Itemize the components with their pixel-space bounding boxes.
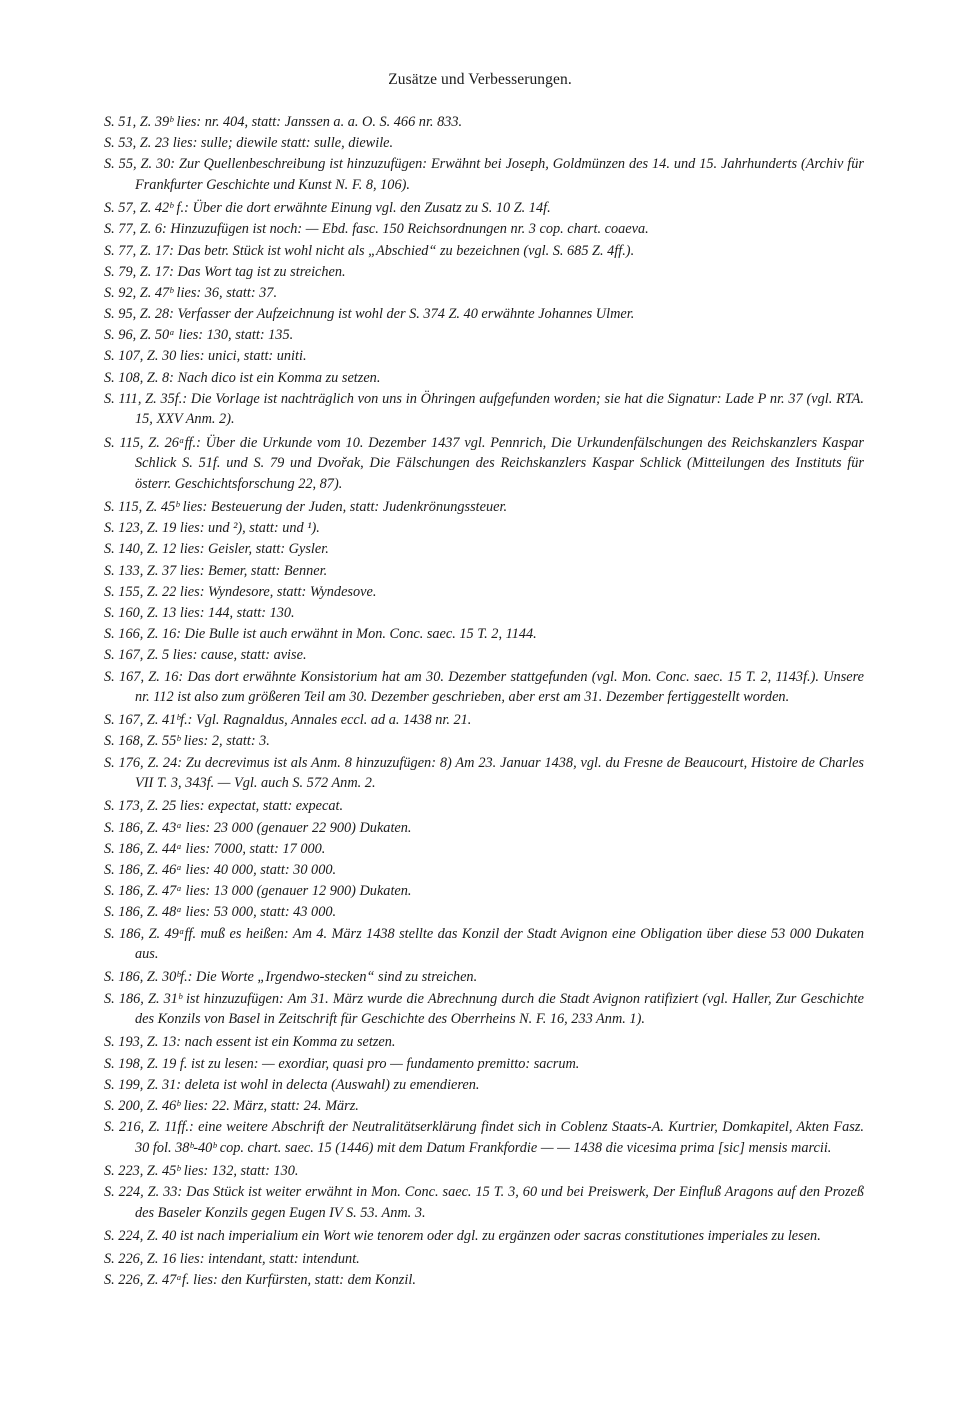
correction-entry: S. 55, Z. 30: Zur Quellenbeschreibung ist hinzuzufügen: Erwähnt bei Joseph, Goldmünzen des 14. und 15. Jahrhunderts (Archiv für Frankfurter Geschichte und Kunst N. F. 8, 106). bbox=[104, 156, 864, 193]
correction-entry: S. 77, Z. 6: Hinzuzufügen ist noch: — Ebd. fasc. 150 Reichsordnungen nr. 3 cop. chart. coaeva. bbox=[104, 221, 649, 238]
correction-entry: S. 167, Z. 41ᵇf.: Vgl. Ragnaldus, Annales eccl. ad a. 1438 nr. 21. bbox=[104, 712, 472, 729]
correction-entry: S. 133, Z. 37 lies: Bemer, statt: Benner. bbox=[104, 562, 328, 579]
correction-entry: S. 51, Z. 39ᵇ lies: nr. 404, statt: Janssen a. a. O. S. 466 nr. 833. bbox=[104, 114, 463, 130]
correction-entry: S. 193, Z. 13: nach essent ist ein Komma zu setzen. bbox=[104, 1034, 396, 1051]
correction-entry: S. 108, Z. 8: Nach dico ist ein Komma zu setzen. bbox=[104, 369, 381, 386]
correction-entry: S. 223, Z. 45ᵇ lies: 132, statt: 130. bbox=[104, 1162, 299, 1179]
correction-entry: S. 200, Z. 46ᵇ lies: 22. März, statt: 24. März. bbox=[104, 1097, 359, 1114]
correction-entry: S. 95, Z. 28: Verfasser der Aufzeichnung ist wohl der S. 374 Z. 40 erwähnte Johannes Ulmer. bbox=[104, 306, 635, 323]
corrections-list bbox=[104, 112, 864, 1291]
correction-entry: S. 173, Z. 25 lies: expectat, statt: expecat. bbox=[104, 798, 344, 815]
correction-entry: S. 167, Z. 16: Das dort erwähnte Konsistorium hat am 30. Dezember stattgefunden (vgl. Mon. Conc. saec. 15 T. 2, 1143f.). Unsere nr. 112 ist also zum größeren Teil am 30. Dezember geschrieben, aber erst am 31. Dezember fertiggestellt worden. bbox=[104, 668, 864, 706]
correction-entry: S. 92, Z. 47ᵇ lies: 36, statt: 37. bbox=[104, 284, 278, 301]
correction-entry: S. 107, Z. 30 lies: unici, statt: uniti. bbox=[104, 348, 307, 365]
correction-entry: S. 176, Z. 24: Zu decrevimus ist als Anm. 8 hinzuzufügen: 8) Am 23. Januar 1438, vgl. du Fresne de Beaucourt, Histoire de Charles VII T. 3, 343f. — Vgl. auch S. 572 Anm. 2. bbox=[104, 754, 864, 792]
correction-entry: S. 123, Z. 19 lies: und ²), statt: und ¹). bbox=[104, 520, 320, 537]
correction-entry: S. 186, Z. 44ᵃ lies: 7000, statt: 17 000. bbox=[104, 840, 326, 857]
correction-entry: S. 226, Z. 47ᵃf. lies: den Kurfürsten, statt: dem Konzil. bbox=[104, 1272, 416, 1289]
correction-entry: S. 115, Z. 26ᵃff.: Über die Urkunde vom 10. Dezember 1437 vgl. Pennrich, Die Urkundenfälschungen des Reichskanzlers Kaspar Schlick S. 51f. und S. 79 und Dvořak, Die Fälschungen des Reichskanzlers Kaspar Schlick (Mitteilungen des Instituts für österr. Geschichtsforschung 22, 87). bbox=[104, 434, 864, 492]
correction-entry: S. 53, Z. 23 lies: sulle; diewile statt: sulle, diewile. bbox=[104, 135, 394, 152]
correction-entry: S. 57, Z. 42ᵇ f.: Über die dort erwähnte Einung vgl. den Zusatz zu S. 10 Z. 14f. bbox=[104, 200, 551, 217]
correction-entry: S. 155, Z. 22 lies: Wyndesore, statt: Wyndesove. bbox=[104, 583, 377, 600]
correction-entry: S. 199, Z. 31: deleta ist wohl in delecta (Auswahl) zu emendieren. bbox=[104, 1076, 480, 1093]
correction-entry: S. 224, Z. 33: Das Stück ist weiter erwähnt in Mon. Conc. saec. 15 T. 3, 60 und bei Preiswerk, Der Einfluß Aragons auf den Prozeß des Baseler Konzils gegen Eugen IV S. 53. Anm. 3. bbox=[104, 1184, 864, 1221]
correction-entry: S. 186, Z. 30ᵇf.: Die Worte „Irgendwo-stecken“ sind zu streichen. bbox=[104, 969, 478, 986]
correction-entry: S. 168, Z. 55ᵇ lies: 2, statt: 3. bbox=[104, 733, 270, 750]
correction-entry: S. 79, Z. 17: Das Wort tag ist zu streichen. bbox=[104, 263, 346, 280]
correction-entry: S. 216, Z. 11ff.: eine weitere Abschrift der Neutralitätserklärung findet sich in Coblenz Staats-A. Kurtrier, Domkapitel, Akten Fasz. 30 fol. 38ᵇ-40ᵇ cop. chart. saec. 15 (1446) mit dem Datum Frankfordie — — 1438 die vicesima prima [sic] mensis marcii. bbox=[104, 1119, 864, 1156]
correction-entry: S. 186, Z. 49ᵃff. muß es heißen: Am 4. März 1438 stellte das Konzil der Stadt Avignon eine Obligation über diese 53 000 Dukaten aus. bbox=[104, 925, 864, 963]
correction-entry: S. 186, Z. 43ᵃ lies: 23 000 (genauer 22 900) Dukaten. bbox=[104, 819, 412, 836]
correction-entry: S. 111, Z. 35f.: Die Vorlage ist nachträglich von uns in Öhringen aufgefunden worden; sie hat die Signatur: Lade P nr. 37 (vgl. RTA. 15, XXV Anm. 2). bbox=[104, 390, 864, 428]
correction-entry: S. 96, Z. 50ᵃ lies: 130, statt: 135. bbox=[104, 327, 294, 344]
correction-entry: S. 186, Z. 48ᵃ lies: 53 000, statt: 43 000. bbox=[104, 904, 337, 921]
correction-entry: S. 115, Z. 45ᵇ lies: Besteuerung der Juden, statt: Judenkrönungssteuer. bbox=[104, 499, 508, 515]
correction-entry: S. 140, Z. 12 lies: Geisler, statt: Gysler. bbox=[104, 541, 329, 558]
correction-entry: S. 77, Z. 17: Das betr. Stück ist wohl nicht als „Abschied“ zu bezeichnen (vgl. S. 685 Z. 4ff.). bbox=[104, 242, 635, 259]
correction-entry: S. 224, Z. 40 ist nach imperialium ein Wort wie tenorem oder dgl. zu ergänzen oder sacras constitutiones imperiales zu lesen. bbox=[104, 1227, 821, 1244]
correction-entry: S. 226, Z. 16 lies: intendant, statt: intendunt. bbox=[104, 1251, 360, 1267]
correction-entry: S. 186, Z. 46ᵃ lies: 40 000, statt: 30 000. bbox=[104, 862, 337, 878]
correction-entry: S. 166, Z. 16: Die Bulle ist auch erwähnt in Mon. Conc. saec. 15 T. 2, 1144. bbox=[104, 626, 537, 643]
correction-entry: S. 198, Z. 19 f. ist zu lesen: — exordiar, quasi pro — fundamento premitto: sacrum. bbox=[104, 1055, 580, 1072]
page-title: Zusätze und Verbesserungen. bbox=[388, 71, 572, 88]
correction-entry: S. 186, Z. 47ᵃ lies: 13 000 (genauer 12 900) Dukaten. bbox=[104, 883, 412, 900]
correction-entry: S. 160, Z. 13 lies: 144, statt: 130. bbox=[104, 604, 295, 621]
correction-entry: S. 186, Z. 31ᵇ ist hinzuzufügen: Am 31. März wurde die Abrechnung durch die Stadt Avignon ratifiziert (vgl. Haller, Zur Geschichte des Konzils von Basel in Zeitschrift für Geschichte des Oberrheins N. F. 16, 233 Anm. 1). bbox=[104, 990, 864, 1028]
correction-entry: S. 167, Z. 5 lies: cause, statt: avise. bbox=[104, 647, 307, 664]
